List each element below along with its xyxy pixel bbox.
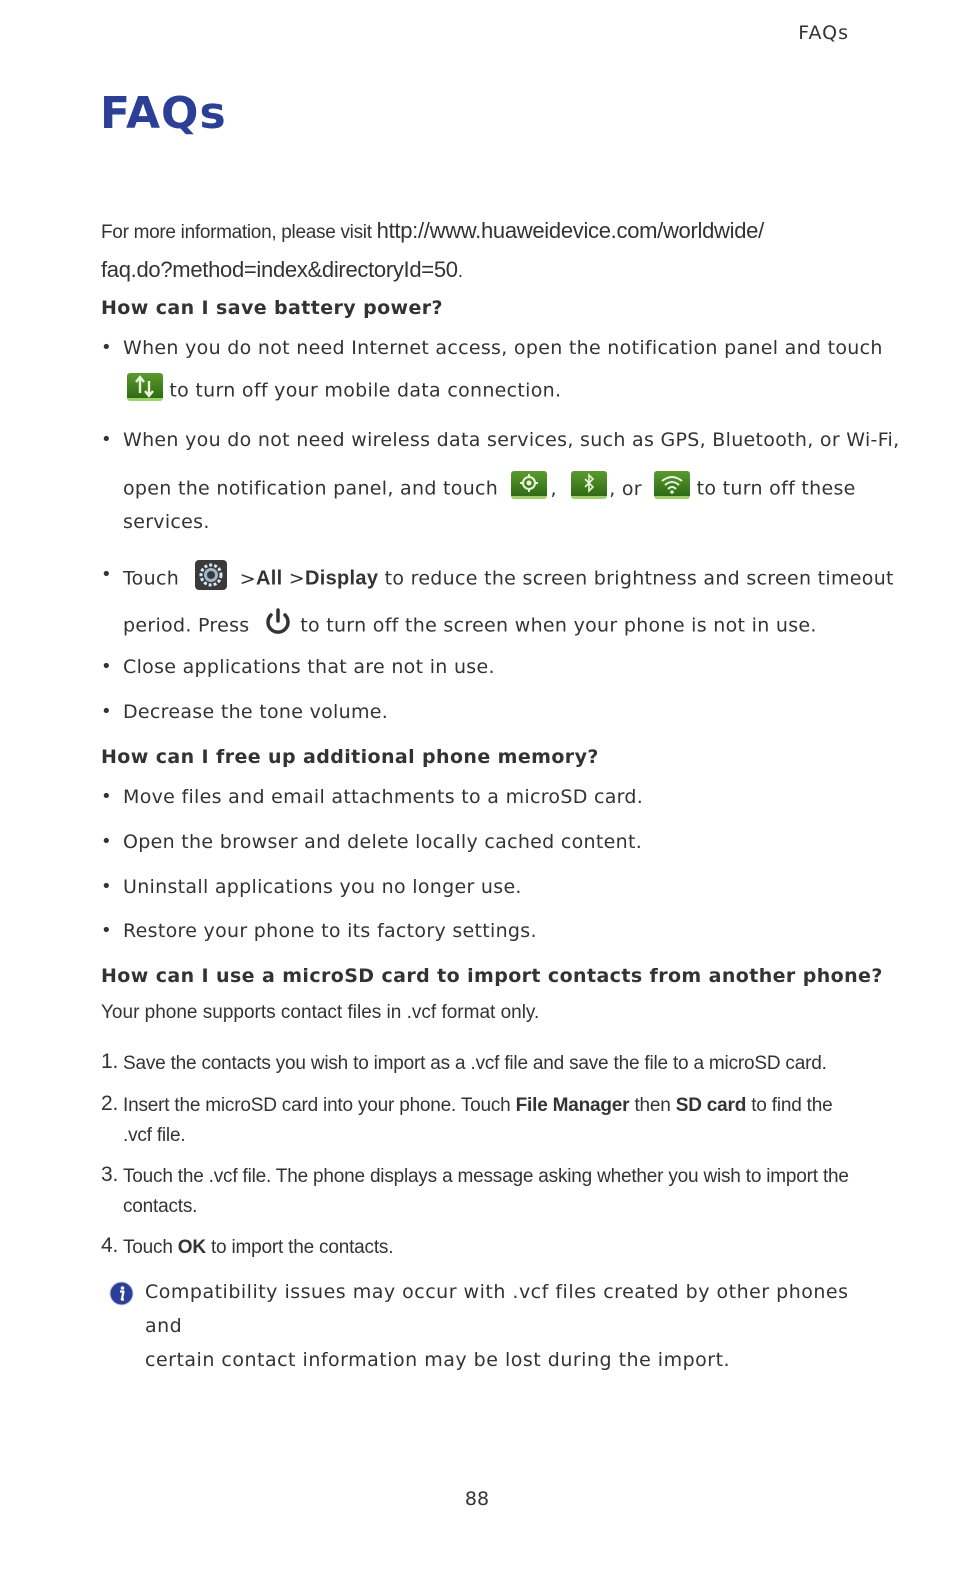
power-button-icon: [262, 606, 294, 638]
all-menu-label: All: [255, 567, 283, 590]
bullet: •: [101, 920, 112, 941]
display-menu-label: Display: [305, 567, 379, 590]
page-title: FAQs: [100, 88, 227, 139]
settings-gear-icon: [195, 560, 227, 590]
bullet: •: [101, 701, 112, 722]
bluetooth-toggle-icon: [571, 471, 607, 499]
file-manager-label: File Manager: [515, 1095, 630, 1116]
running-header: FAQs: [798, 22, 849, 44]
ok-button-label: OK: [177, 1237, 206, 1258]
list-item: • When you do not need Internet access, open the notification panel and touch to turn off your mobile data connection.: [101, 337, 883, 402]
heading-import-contacts: How can I use a microSD card to import contacts from another phone?: [101, 965, 883, 987]
heading-battery: How can I save battery power?: [101, 297, 443, 319]
mobile-data-toggle-icon: [127, 373, 163, 401]
bullet: •: [101, 831, 112, 852]
wifi-toggle-icon: [654, 471, 690, 499]
faq-url-line1[interactable]: http://www.huaweidevice.com/worldwide/: [376, 218, 764, 243]
gps-toggle-icon: [511, 471, 547, 499]
bullet: •: [101, 429, 112, 450]
bullet: •: [101, 656, 112, 677]
import-intro: Your phone supports contact files in .vcf format only.: [101, 1002, 540, 1023]
bullet: •: [101, 564, 112, 585]
heading-memory: How can I free up additional phone memory?: [101, 746, 599, 768]
info-icon: [109, 1281, 134, 1306]
intro-paragraph: For more information, please visit http://www.huaweidevice.com/worldwide/ faq.do?method=index&directoryId=50.: [101, 218, 764, 282]
faq-url-line2[interactable]: faq.do?method=index&directoryId=50: [101, 257, 458, 282]
list-item: • Touch >All >Display to reduce the screen brightness and screen timeout period. Press to turn off the screen when your phone is not in use.: [101, 564, 861, 644]
bullet: •: [101, 786, 112, 807]
compatibility-note: Compatibility issues may occur with .vcf files created by other phones and certain contact information may be lost during the import.: [145, 1281, 849, 1371]
sd-card-label: SD card: [675, 1095, 747, 1116]
page-number: 88: [464, 1488, 490, 1510]
list-item: • When you do not need wireless data services, such as GPS, Bluetooth, or Wi-Fi, open the notification panel, and touch , , or to turn off these services.: [101, 429, 900, 533]
bullet: •: [101, 876, 112, 897]
intro-prefix: For more information, please visit: [101, 222, 377, 243]
bullet: •: [101, 337, 112, 358]
